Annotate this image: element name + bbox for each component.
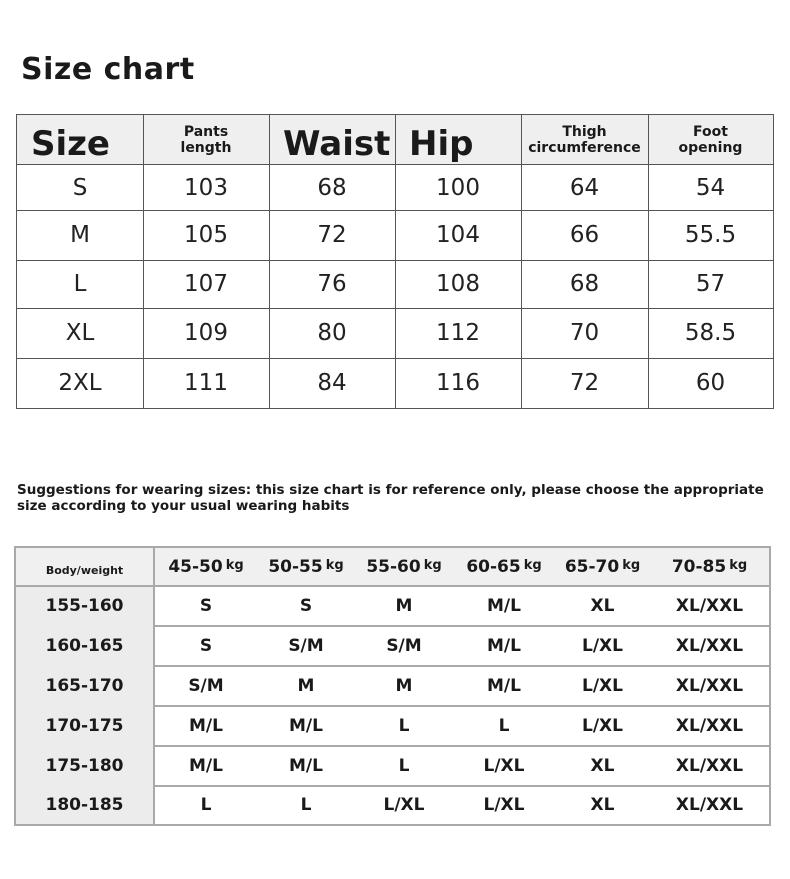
recommended-size-cell: M/L bbox=[487, 636, 521, 656]
recommended-size-cell: XL/XXL bbox=[675, 716, 744, 736]
recommended-size-cell: S/M bbox=[288, 636, 324, 656]
weight-range-value: 50-55 bbox=[268, 557, 323, 577]
weight-unit: kg bbox=[423, 557, 442, 573]
size-table-header-cell: Foot opening bbox=[678, 124, 743, 156]
recommended-size-cell: XL bbox=[590, 795, 615, 815]
recommended-size-cell: M bbox=[395, 596, 413, 616]
measurement-cell: 58.5 bbox=[684, 320, 737, 346]
recommended-size-cell: M/L bbox=[189, 716, 223, 736]
recommended-size-cell: XL/XXL bbox=[675, 676, 744, 696]
recommended-size-cell: XL/XXL bbox=[675, 756, 744, 776]
weight-unit: kg bbox=[622, 557, 641, 573]
recommended-size-cell: M/L bbox=[289, 716, 323, 736]
size-table-header-cell: Pants length bbox=[180, 124, 232, 156]
body-weight-corner-label: Body/weight bbox=[45, 563, 124, 577]
measurement-cell: 116 bbox=[436, 370, 480, 396]
weight-range-header bbox=[257, 548, 355, 586]
height-range-cell: 155-160 bbox=[45, 596, 124, 616]
recommended-size-cell: XL/XXL bbox=[675, 596, 744, 616]
measurement-cell: 84 bbox=[317, 370, 347, 396]
weight-range-value: 65-70 bbox=[564, 557, 620, 577]
weight-range-header bbox=[155, 548, 257, 586]
recommended-size-cell: S bbox=[199, 636, 213, 656]
measurement-cell: 57 bbox=[695, 271, 726, 297]
size-table bbox=[16, 114, 774, 409]
measurement-cell: 55.5 bbox=[684, 222, 737, 248]
measurement-cell: 68 bbox=[569, 271, 600, 297]
height-range-cell: 170-175 bbox=[45, 716, 124, 736]
weight-range-value: 60-65 bbox=[466, 557, 521, 577]
weight-unit: kg bbox=[225, 557, 244, 573]
recommended-size-cell: XL bbox=[590, 756, 615, 776]
measurement-cell: 72 bbox=[317, 222, 347, 248]
weight-range-header bbox=[555, 548, 650, 586]
height-range-cell: 160-165 bbox=[45, 636, 124, 656]
measurement-cell: 66 bbox=[569, 222, 600, 248]
recommended-size-cell: L/XL bbox=[483, 756, 525, 776]
recommended-size-cell: L/XL bbox=[383, 795, 425, 815]
wearing-size-table bbox=[14, 546, 771, 826]
weight-range-value: 55-60 bbox=[366, 557, 421, 577]
size-suggestion-note: Suggestions for wearing sizes: this size chart is for reference only, please choose the appropriate size according to your usual wearing habits bbox=[17, 482, 764, 514]
recommended-size-cell: M/L bbox=[289, 756, 323, 776]
recommended-size-cell: XL/XXL bbox=[675, 636, 744, 656]
recommended-size-cell: L bbox=[498, 716, 510, 736]
weight-unit: kg bbox=[729, 557, 748, 573]
recommended-size-cell: S/M bbox=[188, 676, 224, 696]
measurement-cell: 76 bbox=[317, 271, 347, 297]
size-label-cell: M bbox=[70, 222, 90, 248]
measurement-cell: 112 bbox=[436, 320, 480, 346]
size-table-header-cell: Hip bbox=[409, 124, 474, 164]
measurement-cell: 64 bbox=[569, 174, 600, 201]
measurement-cell: 70 bbox=[569, 320, 600, 346]
weight-range-value: 45-50 bbox=[168, 557, 223, 577]
recommended-size-cell: S bbox=[299, 596, 313, 616]
measurement-cell: 68 bbox=[317, 174, 347, 201]
height-range-cell: 165-170 bbox=[45, 676, 124, 696]
recommended-size-cell: L/XL bbox=[582, 716, 623, 736]
measurement-cell: 104 bbox=[436, 222, 480, 248]
recommended-size-cell: L bbox=[300, 795, 312, 815]
measurement-cell: 60 bbox=[695, 370, 726, 396]
recommended-size-cell: L bbox=[398, 756, 410, 776]
recommended-size-cell: M/L bbox=[487, 676, 521, 696]
recommended-size-cell: L/XL bbox=[483, 795, 525, 815]
weight-unit: kg bbox=[325, 557, 344, 573]
measurement-cell: 105 bbox=[184, 222, 228, 248]
recommended-size-cell: M/L bbox=[487, 596, 521, 616]
weight-range-header bbox=[355, 548, 453, 586]
recommended-size-cell: S bbox=[199, 596, 213, 616]
measurement-cell: 100 bbox=[436, 174, 480, 201]
size-label-cell: L bbox=[73, 271, 87, 297]
measurement-cell: 107 bbox=[184, 271, 228, 297]
recommended-size-cell: M bbox=[297, 676, 315, 696]
recommended-size-cell: XL/XXL bbox=[675, 795, 744, 815]
measurement-cell: 111 bbox=[184, 370, 228, 396]
size-label-cell: XL bbox=[65, 320, 95, 346]
weight-range-value: 70-85 bbox=[671, 557, 727, 577]
measurement-cell: 72 bbox=[569, 370, 600, 396]
measurement-cell: 108 bbox=[436, 271, 480, 297]
page-title: Size chart bbox=[21, 52, 195, 87]
height-range-cell: 175-180 bbox=[45, 756, 124, 776]
measurement-cell: 103 bbox=[184, 174, 228, 201]
measurement-cell: 109 bbox=[184, 320, 228, 346]
size-label-cell: S bbox=[72, 174, 88, 201]
recommended-size-cell: L/XL bbox=[582, 636, 623, 656]
measurement-cell: 80 bbox=[317, 320, 347, 346]
size-label-cell: 2XL bbox=[58, 370, 102, 396]
recommended-size-cell: S/M bbox=[386, 636, 422, 656]
weight-range-header bbox=[453, 548, 555, 586]
size-table-header-cell: Size bbox=[31, 124, 110, 164]
recommended-size-cell: L bbox=[398, 716, 410, 736]
recommended-size-cell: L bbox=[200, 795, 212, 815]
recommended-size-cell: XL bbox=[590, 596, 615, 616]
height-range-cell: 180-185 bbox=[45, 795, 124, 815]
recommended-size-cell: M bbox=[395, 676, 413, 696]
size-table-header-cell: Thigh circumference bbox=[528, 124, 641, 156]
measurement-cell: 54 bbox=[695, 174, 726, 201]
recommended-size-cell: M/L bbox=[189, 756, 223, 776]
size-table-header-cell: Waist bbox=[283, 124, 391, 164]
recommended-size-cell: L/XL bbox=[582, 676, 623, 696]
weight-range-header bbox=[650, 548, 769, 586]
weight-unit: kg bbox=[523, 557, 542, 573]
